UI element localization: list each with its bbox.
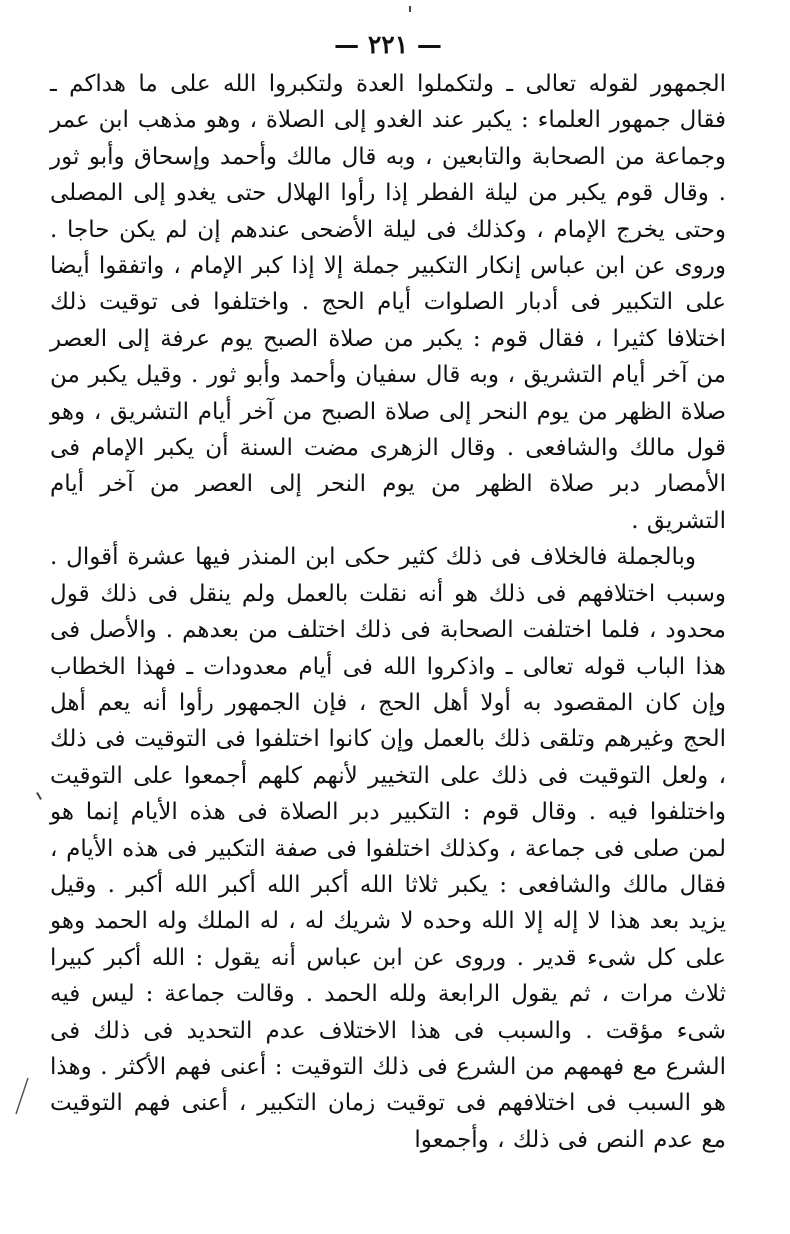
scan-speck (409, 6, 411, 12)
margin-pencil-mark (12, 1076, 32, 1116)
page-number: — ٢٢١ — (334, 30, 442, 59)
scan-speck (36, 792, 42, 800)
body-text (50, 66, 726, 1158)
paragraph-2: وبالجملة فالخلاف فى ذلك كثير حكى ابن المنذر فيها عشرة أقوال . وسبب اختلافهم فى ذلك هو أنه نقلت بالعمل ولم ينقل فى ذلك قول محدود ، فلما اختلفت الصحابة فى ذلك اختلف من بعدهم . والأصل فى هذا الباب قوله تعالى ـ واذكروا الله فى أيام معدودات ـ فهذا الخطاب وإن كان المقصود به أولا أهل الحج ، فإن الجمهور رأوا أنه يعم أهل الحج وغيرهم وتلقى ذلك بالعمل وإن كانوا اختلفوا فى التوقيت فى ذلك ، ولعل التوقيت فى ذلك على التخيير لأنهم كلهم أجمعوا على التوقيت واختلفوا فيه . وقال قوم : التكبير دبر الصلاة فى هذه الأيام إنما هو لمن صلى فى جماعة ، وكذلك اختلفوا فى صفة التكبير فى هذه الأيام ، فقال مالك والشافعى : يكبر ثلاثا الله أكبر الله أكبر الله أكبر . وقيل يزيد بعد هذا لا إله إلا الله وحده لا شريك له ، له الملك وله الحمد وهو على كل شىء قدير . وروى عن ابن عباس أنه يقول : الله أكبر كبيرا ثلاث مرات ، ثم يقول الرابعة ولله الحمد . وقالت جماعة : ليس فيه شىء مؤقت . والسبب فى هذا الاختلاف عدم التحديد فى ذلك فى الشرع مع فهمهم من الشرع فى ذلك التوقيت : أعنى فهم الأكثر . وهذا هو السبب فى اختلافهم فى توقيت زمان التكبير ، أعنى فهم التوقيت مع عدم النص فى ذلك ، وأجمعوا (50, 544, 726, 1153)
paragraph-1: الجمهور لقوله تعالى ـ ولتكملوا العدة ولتكبروا الله على ما هداكم ـ فقال جمهور العلماء : يكبر عند الغدو إلى الصلاة ، وهو مذهب ابن عمر وجماعة من الصحابة والتابعين ، وبه قال مالك وأحمد وإسحاق وأبو ثور . وقال قوم يكبر من ليلة الفطر إذا رأوا الهلال حتى يغدو إلى المصلى وحتى يخرج الإمام ، وكذلك فى ليلة الأضحى عندهم إن لم يكن حاجا . وروى عن ابن عباس إنكار التكبير جملة إلا إذا كبر الإمام ، واتفقوا أيضا على التكبير فى أدبار الصلوات أيام الحج . واختلفوا فى توقيت ذلك اختلافا كثيرا ، فقال قوم : يكبر من صلاة الصبح يوم عرفة إلى العصر من آخر أيام التشريق ، وبه قال سفيان وأحمد وأبو ثور . وقيل يكبر من صلاة الظهر من يوم النحر إلى صلاة الصبح من آخر أيام التشريق ، وهو قول مالك والشافعى . وقال الزهرى مضت السنة أن يكبر الإمام فى الأمصار دبر صلاة الظهر من يوم النحر إلى العصر من آخر أيام التشريق . (50, 71, 726, 534)
